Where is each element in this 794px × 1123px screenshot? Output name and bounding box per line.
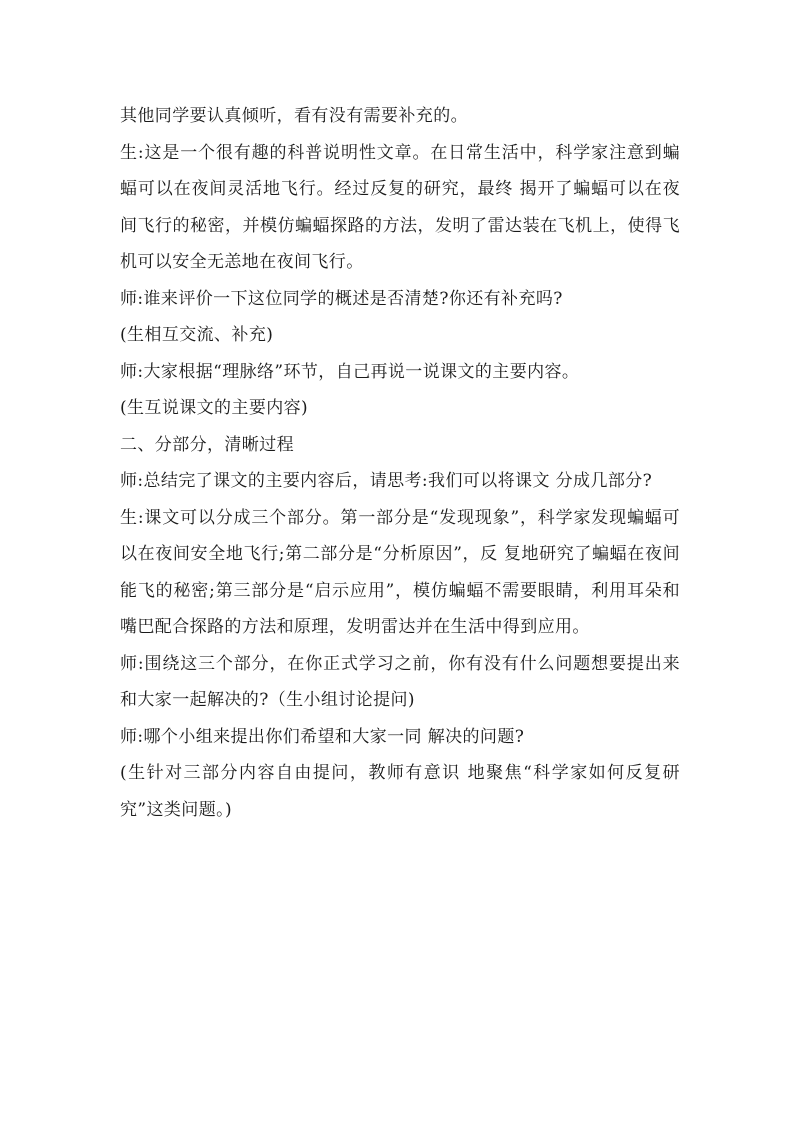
paragraph-teacher-retell: 师:大家根据“理脉络”环节，自己再说一说课文的主要内容。 — [120, 361, 580, 382]
paragraph-teacher-evaluate: 师:谁来评价一下这位同学的概述是否清楚?你还有补充吗? — [120, 288, 563, 309]
document-body — [120, 98, 680, 828]
paragraph-teacher-question: 师:总结完了课文的主要内容后，请思考:我们可以将课文 分成几部分? — [120, 471, 653, 491]
paragraph-student-answer: 生:课文可以分成三个部分。第一部分是“发现现象”，科学家发现蝙蝠可以在夜间安全地飞行;第二部分是“分析原因”，反 复地研究了蝙蝠在夜间能飞的秘密;第三部分是“启示应用”，模仿蝙蝠不需要眼睛，利用耳朵和嘴巴配合探路的方法和原理，发明雷达并在生活中得到应用。 — [120, 507, 680, 637]
section-heading: 二、分部分，清晰过程 — [120, 434, 294, 455]
paragraph-stage-direction: (生互说课文的主要内容) — [120, 398, 309, 418]
paragraph-teacher-prompt: 师:围绕这三个部分，在你正式学习之前，你有没有什么问题想要提出来和大家一起解决的?（生小组讨论提问) — [120, 653, 680, 710]
paragraph-stage-direction: (生相互交流、补充) — [120, 325, 274, 345]
paragraph-stage-direction: (生针对三部分内容自由提问，教师有意识 地聚焦“科学家如何反复研究”这类问题。) — [120, 763, 680, 820]
paragraph-intro: 其他同学要认真倾听，看有没有需要补充的。 — [120, 106, 468, 126]
paragraph-student-summary: 生:这是一个很有趣的科普说明性文章。在日常生活中，科学家注意到蝙蝠可以在夜间灵活地飞行。经过反复的研究，最终 揭开了蝙蝠可以在夜间飞行的秘密，并模仿蝙蝠探路的方法，发明了雷达装在飞机上，使得飞机可以安全无恙地在夜间飞行。 — [120, 142, 680, 272]
paragraph-teacher-ask: 师:哪个小组来提出你们希望和大家一同 解决的问题? — [120, 726, 525, 747]
